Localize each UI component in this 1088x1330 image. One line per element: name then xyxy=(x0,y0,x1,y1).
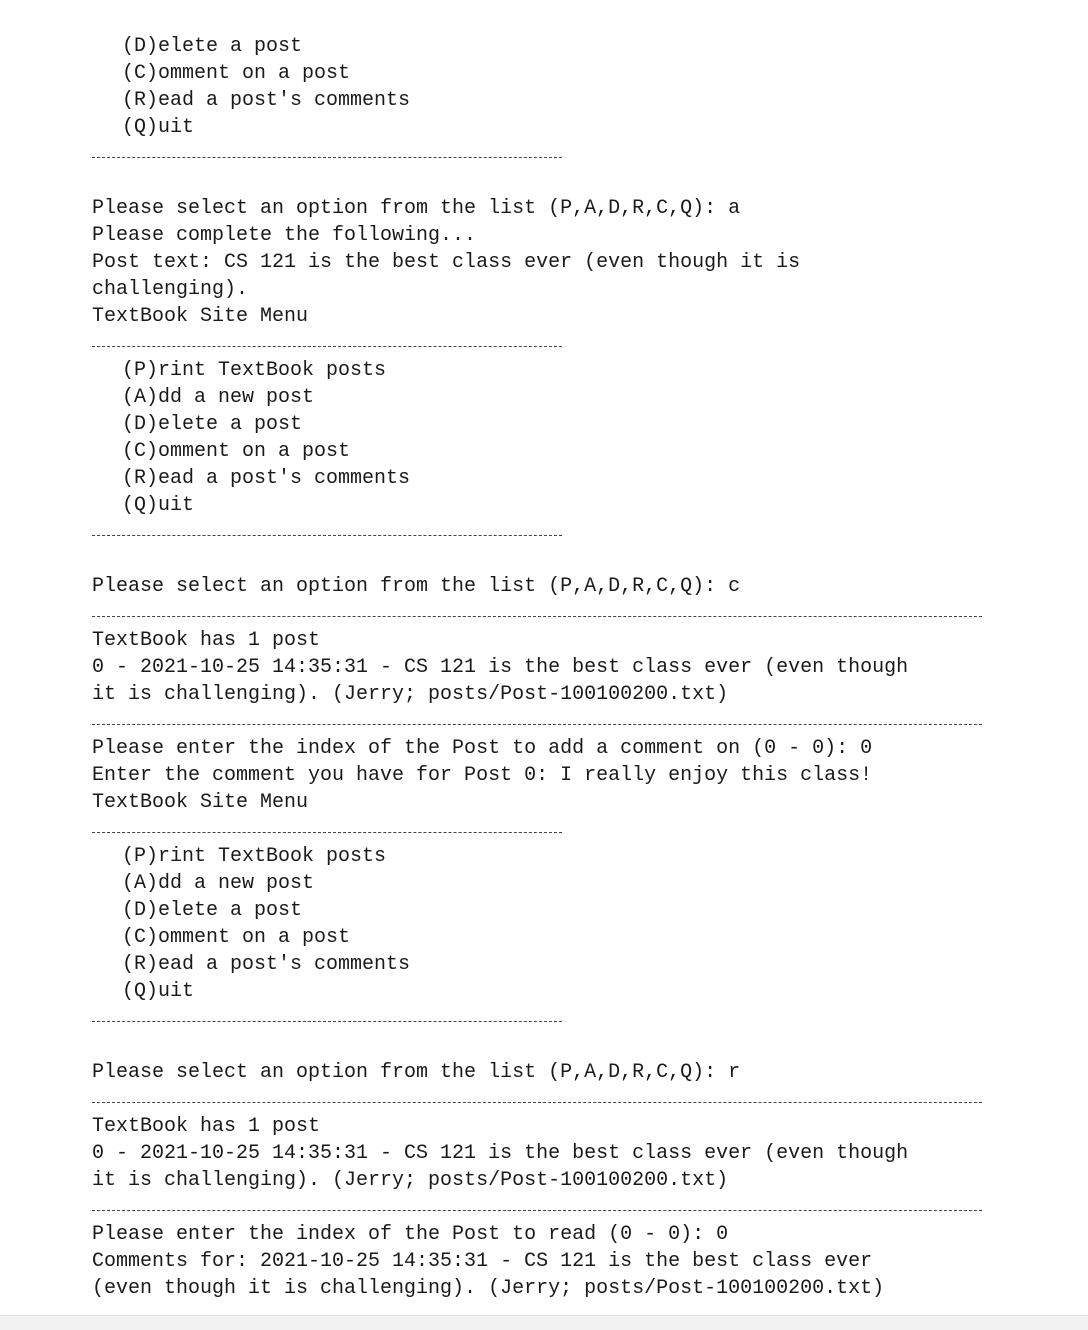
menu-option-line: (D)elete a post xyxy=(122,413,303,436)
menu-option-line: (P)rint TextBook posts xyxy=(122,359,387,382)
menu-option-line: (C)omment on a post xyxy=(122,440,351,463)
window-bottom-edge xyxy=(0,1315,1088,1330)
menu-option-line: (Q)uit xyxy=(122,494,195,517)
terminal-line: it is challenging). (Jerry; posts/Post-100100200.txt) xyxy=(92,1169,729,1192)
menu-option-line: (D)elete a post xyxy=(122,35,303,58)
dashed-separator xyxy=(92,1005,1052,1032)
terminal-line: Please select an option from the list (P,A,D,R,C,Q): r xyxy=(92,1061,741,1084)
terminal-line: Please select an option from the list (P,A,D,R,C,Q): c xyxy=(92,575,741,598)
menu-option-line: (R)ead a post's comments xyxy=(122,89,411,112)
terminal-line: it is challenging). (Jerry; posts/Post-100100200.txt) xyxy=(92,683,729,706)
dashed-separator xyxy=(92,1086,1052,1113)
terminal-line: TextBook Site Menu xyxy=(92,305,309,328)
terminal-output xyxy=(92,33,1052,1302)
terminal-line: Comments for: 2021-10-25 14:35:31 - CS 121 is the best class ever xyxy=(92,1250,873,1273)
menu-option-line: (A)dd a new post xyxy=(122,872,315,895)
terminal-line: Please enter the index of the Post to add a comment on (0 - 0): 0 xyxy=(92,737,873,760)
dashed-separator xyxy=(92,816,1052,843)
menu-option-line: (C)omment on a post xyxy=(122,62,351,85)
menu-option-line: (R)ead a post's comments xyxy=(122,953,411,976)
menu-option-line: (D)elete a post xyxy=(122,899,303,922)
terminal-line: Please select an option from the list (P,A,D,R,C,Q): a xyxy=(92,197,741,220)
terminal-line: Enter the comment you have for Post 0: I really enjoy this class! xyxy=(92,764,873,787)
terminal-line: 0 - 2021-10-25 14:35:31 - CS 121 is the best class ever (even though xyxy=(92,656,909,679)
menu-option-line: (P)rint TextBook posts xyxy=(122,845,387,868)
dashed-separator xyxy=(92,141,1052,168)
terminal-line: Please enter the index of the Post to read (0 - 0): 0 xyxy=(92,1223,729,1246)
dashed-separator xyxy=(92,519,1052,546)
menu-option-line: (A)dd a new post xyxy=(122,386,315,409)
menu-option-line: (C)omment on a post xyxy=(122,926,351,949)
menu-option-line: (Q)uit xyxy=(122,116,195,139)
terminal-line: 0 - 2021-10-25 14:35:31 - CS 121 is the best class ever (even though xyxy=(92,1142,909,1165)
terminal-line: TextBook has 1 post xyxy=(92,629,321,652)
terminal-line: Post text: CS 121 is the best class ever (even though it is xyxy=(92,251,801,274)
terminal-line: TextBook Site Menu xyxy=(92,791,309,814)
terminal-line: TextBook has 1 post xyxy=(92,1115,321,1138)
terminal-line: challenging). xyxy=(92,278,249,301)
dashed-separator xyxy=(92,1194,1052,1221)
terminal-line: Please complete the following... xyxy=(92,224,477,247)
menu-option-line: (Q)uit xyxy=(122,980,195,1003)
blank-line xyxy=(92,168,1052,195)
dashed-separator xyxy=(92,330,1052,357)
blank-line xyxy=(92,546,1052,573)
dashed-separator xyxy=(92,708,1052,735)
dashed-separator xyxy=(92,600,1052,627)
menu-option-line: (R)ead a post's comments xyxy=(122,467,411,490)
terminal-line: (even though it is challenging). (Jerry; posts/Post-100100200.txt) xyxy=(92,1277,885,1300)
blank-line xyxy=(92,1032,1052,1059)
